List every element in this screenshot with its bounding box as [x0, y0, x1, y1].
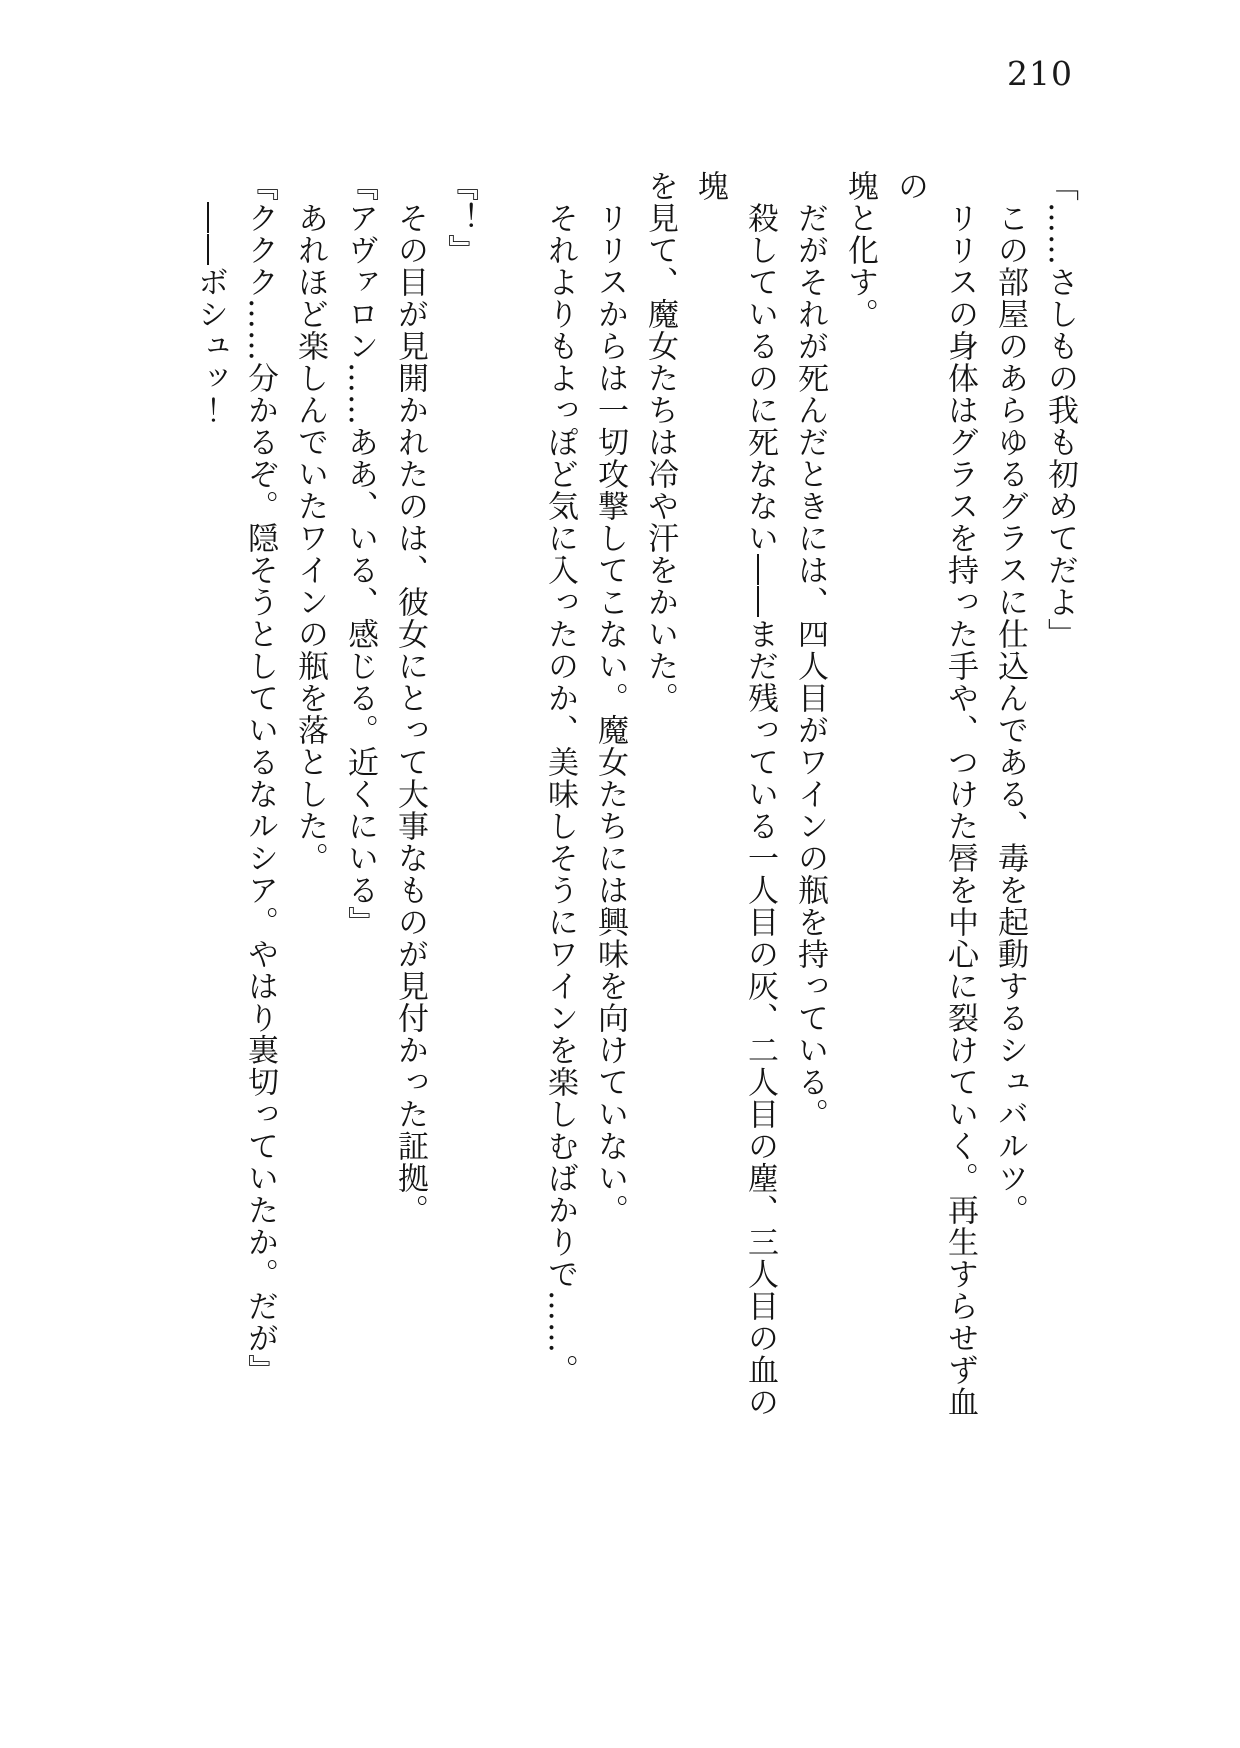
text-line: リリスの身体はグラスを持った手や、つけた唇を中心に裂けていく。再生すらせず血の	[892, 170, 978, 1418]
text-line: だがそれが死んだときには、四人目がワインの瓶を持っている。	[792, 170, 828, 1130]
text-line: ――ボシュッ！	[192, 170, 228, 426]
text-line: 『アヴァロン……ああ、いる、感じる。近くにいる』	[342, 170, 378, 938]
text-line: 「……さしもの我も初めてだよ」	[1042, 170, 1078, 650]
text-line: を見て、魔女たちは冷や汗をかいた。	[642, 170, 678, 714]
text-block	[185, 170, 1085, 1420]
text-line-blank	[485, 170, 535, 1420]
text-line: その目が見開かれたのは、彼女にとって大事なものが見付かった証拠。	[392, 170, 428, 1226]
text-line: 塊と化す。	[842, 170, 878, 330]
text-line: 殺しているのに死なない――まだ残っている一人目の灰、二人目の塵、三人目の血の塊	[692, 170, 778, 1418]
text-line: あれほど楽しんでいたワインの瓶を落とした。	[292, 170, 328, 874]
text-line: この部屋のあらゆるグラスに仕込んである、毒を起動するシュバルツ。	[992, 170, 1028, 1226]
text-line: それよりもよっぽど気に入ったのか、美味しそうにワインを楽しむばかりで……。	[542, 170, 578, 1386]
text-line: 『！』	[442, 170, 478, 266]
text-line: 『ククク……分かるぞ。隠そうとしているなルシア。やはり裏切っていたか。だが』	[242, 170, 278, 1386]
page-number: 210	[1007, 54, 1073, 93]
text-line: リリスからは一切攻撃してこない。魔女たちには興味を向けていない。	[592, 170, 628, 1226]
